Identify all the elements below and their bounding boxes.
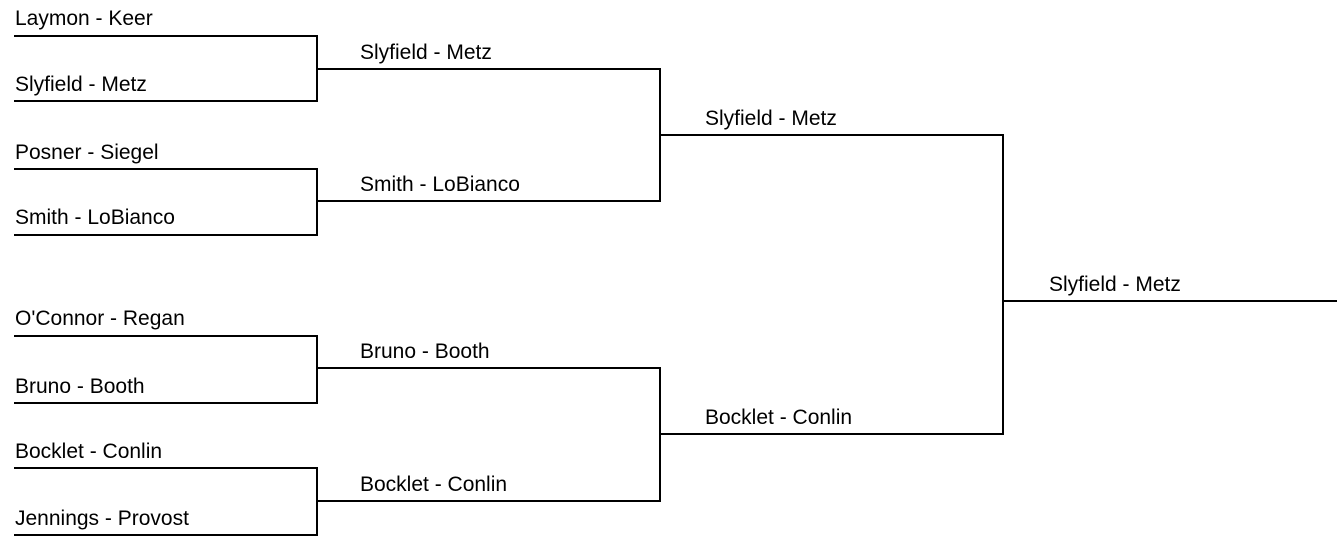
round2-line-4: [316, 500, 661, 502]
round1-line-2: [14, 100, 317, 102]
round3-line-2: [659, 433, 1004, 435]
round1-team-5: O'Connor - Regan: [15, 307, 185, 330]
round2-team-4: Bocklet - Conlin: [360, 473, 508, 496]
champion-team: Slyfield - Metz: [1049, 273, 1181, 296]
round1-team-4: Smith - LoBianco: [15, 206, 175, 229]
round1-line-5: [14, 335, 317, 337]
round1-team-7: Bocklet - Conlin: [15, 440, 163, 463]
round3-team-1: Slyfield - Metz: [705, 107, 837, 130]
round1-line-3: [14, 168, 317, 170]
round2-team-1: Slyfield - Metz: [360, 41, 492, 64]
round3-line-1: [659, 134, 1004, 136]
round1-line-7: [14, 467, 317, 469]
round3-team-2: Bocklet - Conlin: [705, 406, 853, 429]
round2-team-3: Bruno - Booth: [360, 340, 490, 363]
round1-connector-3: [316, 335, 318, 404]
round2-team-2: Smith - LoBianco: [360, 173, 520, 196]
round1-team-3: Posner - Siegel: [15, 141, 159, 164]
champion-line: [1002, 300, 1337, 302]
round1-team-6: Bruno - Booth: [15, 375, 145, 398]
round1-line-1: [14, 35, 317, 37]
round1-line-6: [14, 402, 317, 404]
round2-line-3: [316, 367, 661, 369]
round1-connector-2: [316, 168, 318, 236]
round1-team-1: Laymon - Keer: [15, 7, 153, 30]
round2-line-2: [316, 200, 661, 202]
round1-line-8: [14, 534, 317, 536]
round1-line-4: [14, 234, 317, 236]
round1-team-2: Slyfield - Metz: [15, 73, 147, 96]
round2-line-1: [316, 68, 661, 70]
round1-team-8: Jennings - Provost: [15, 507, 189, 530]
final-connector: [1002, 134, 1004, 435]
